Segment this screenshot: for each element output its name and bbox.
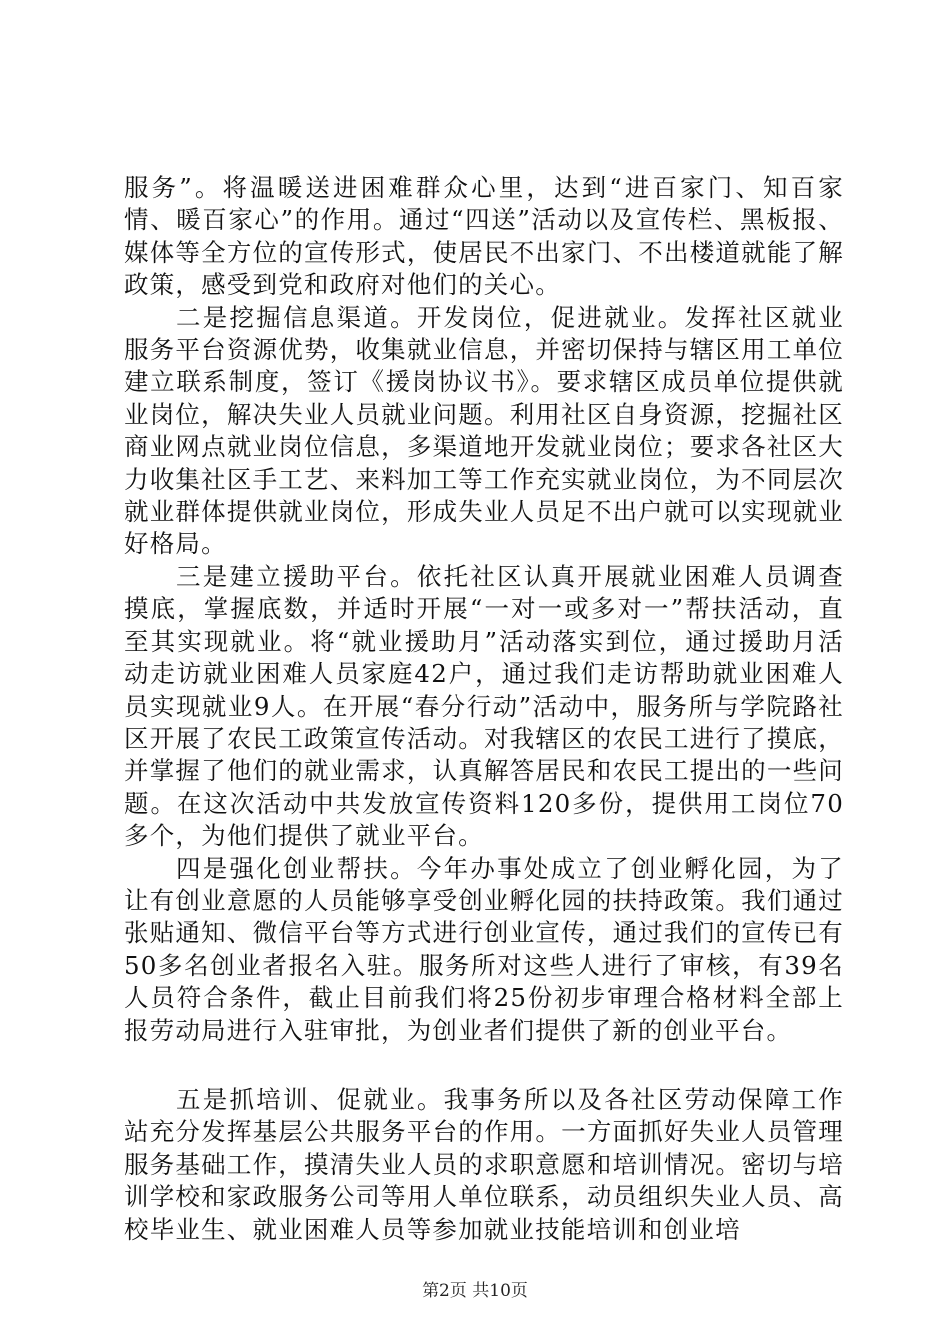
paragraph-item-4: 四是强化创业帮扶。今年办事处成立了创业孵化园，为了让有创业意愿的人员能够享受创业孵化园的扶持政策。我们通过张贴通知、微信平台等方式进行创业宣传，通过我们的宣传已有50多名创业者报名入驻。服务所对这些人进行了审核，有39名人员符合条件，截止目前我们将25份初步审理合格材料全部上报劳动局进行入驻审批，为创业者们提供了新的创业平台。 (124, 853, 844, 1045)
paragraph-item-2: 二是挖掘信息渠道。开发岗位，促进就业。发挥社区就业服务平台资源优势，收集就业信息，并密切保持与辖区用工单位建立联系制度，签订《援岗协议书》。要求辖区成员单位提供就业岗位，解决失业人员就业问题。利用社区自身资源，挖掘社区商业网点就业岗位信息，多渠道地开发就业岗位；要求各社区大力收集社区手工艺、来料加工等工作充实就业岗位，为不同层次就业群体提供就业岗位，形成失业人员足不出户就可以实现就业好格局。 (124, 302, 844, 559)
paragraph-item-3: 三是建立援助平台。依托社区认真开展就业困难人员调查摸底，掌握底数，并适时开展“一对一或多对一”帮扶活动，直至其实现就业。将“就业援助月”活动落实到位，通过援助月活动走访就业困难人员家庭42户，通过我们走访帮助就业困难人员实现就业9人。在开展“春分行动”活动中，服务所与学院路社区开展了农民工政策宣传活动。对我辖区的农民工进行了摸底，并掌握了他们的就业需求，认真解答居民和农民工提出的一些问题。在这次活动中共发放宣传资料120多份，提供用工岗位70多个，为他们提供了就业平台。 (124, 561, 844, 851)
page-number-footer: 第2页 共10页 (422, 1281, 528, 1301)
document-body (124, 172, 844, 1246)
paragraph-spacer (124, 1047, 844, 1084)
paragraph-item-5: 五是抓培训、促就业。我事务所以及各社区劳动保障工作站充分发挥基层公共服务平台的作用。一方面抓好失业人员管理服务基础工作，摸清失业人员的求职意愿和培训情况。密切与培训学校和家政服务公司等用人单位联系，动员组织失业人员、高校毕业生、就业困难人员等参加就业技能培训和创业培 (124, 1084, 844, 1244)
paragraph-continuation: 服务”。将温暖送进困难群众心里，达到“进百家门、知百家情、暖百家心”的作用。通过“四送”活动以及宣传栏、黑板报、媒体等全方位的宣传形式，使居民不出家门、不出楼道就能了解政策，感受到党和政府对他们的关心。 (124, 173, 844, 300)
